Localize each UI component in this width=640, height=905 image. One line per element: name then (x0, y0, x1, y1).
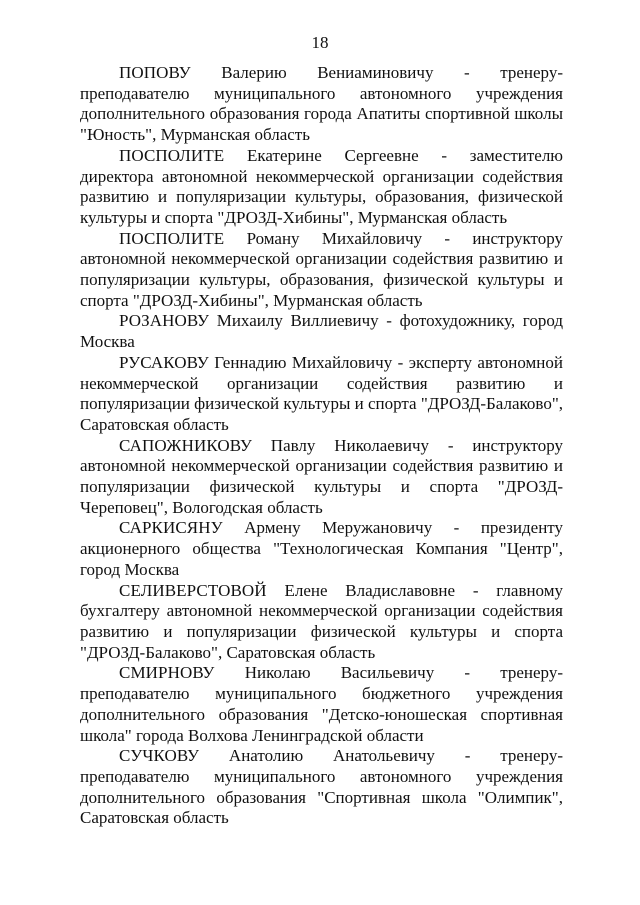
recipient-details: Николаю Васильевичу - тренеру-преподавателю муниципального бюджетного учреждения дополнительного образования "Детско-юношеская спортивная школа" города Волхова Ленинградской области (80, 663, 563, 745)
recipient-details: Роману Михайловичу - инструктору автономной некоммерческой организации содействия развитию и популяризации культуры, образования, физической культуры и спорта "ДРОЗД-Хибины", Мурманская область (80, 228, 563, 310)
recipient-surname: ПОСПОЛИТЕ (119, 228, 225, 248)
recipient-details: Валерию Вениаминовичу - тренеру-преподавателю муниципального автономного учреждения дополнительного образования города Апатиты спортивной школы "Юность", Мурманская область (80, 63, 563, 145)
recipient-details: Анатолию Анатольевичу - тренеру-преподавателю муниципального автономного учреждения дополнительного образования "Спортивная школа "Олимпик", Саратовская область (80, 746, 563, 828)
recipient-surname: РУСАКОВУ (119, 352, 209, 372)
recipient-details: Михаилу Виллиевичу - фотохудожнику, город Москва (80, 311, 563, 352)
recipient-surname: РОЗАНОВУ (119, 311, 210, 331)
list-item (80, 663, 563, 746)
list-item (80, 146, 563, 229)
list-item (80, 581, 563, 664)
list-item (80, 311, 563, 352)
recipient-surname: ПОПОВУ (119, 63, 191, 82)
recipient-surname: СЕЛИВЕРСТОВОЙ (119, 580, 267, 600)
list-item (80, 436, 563, 519)
list-item (80, 353, 563, 436)
recipient-details: Геннадию Михайловичу - эксперту автономной некоммерческой организации содействия развитию и популяризации физической культуры и спорта "ДРОЗД-Балаково", Саратовская область (80, 352, 564, 434)
list-item (80, 229, 563, 312)
recipient-surname: СМИРНОВУ (119, 663, 215, 683)
recipient-details: Екатерине Сергеевне - заместителю директора автономной некоммерческой организации содействия развитию и популяризации культуры, образования, физической культуры и спорта "ДРОЗД-Хибины", Мурманская область (80, 145, 563, 227)
recipient-details: Елене Владиславовне - главному бухгалтеру автономной некоммерческой организации содействия развитию и популяризации физической культуры и спорта "ДРОЗД-Балаково", Саратовская область (80, 580, 563, 662)
list-item (80, 746, 563, 829)
recipient-surname: СУЧКОВУ (119, 746, 200, 766)
page-number: 18 (311, 33, 329, 52)
recipient-surname: САПОЖНИКОВУ (119, 435, 252, 455)
recipient-surname: САРКИСЯНУ (119, 518, 223, 538)
recipient-details: Павлу Николаевичу - инструктору автономной некоммерческой организации содействия развитию и популяризации физической культуры и спорта "ДРОЗД-Череповец", Вологодская область (80, 435, 563, 517)
list-item (80, 518, 563, 580)
recipient-details: Армену Меружановичу - президенту акционерного общества "Технологическая Компания "Центр", город Москва (80, 518, 563, 579)
award-list (80, 63, 563, 829)
recipient-surname: ПОСПОЛИТЕ (119, 145, 225, 165)
list-item (80, 63, 563, 146)
